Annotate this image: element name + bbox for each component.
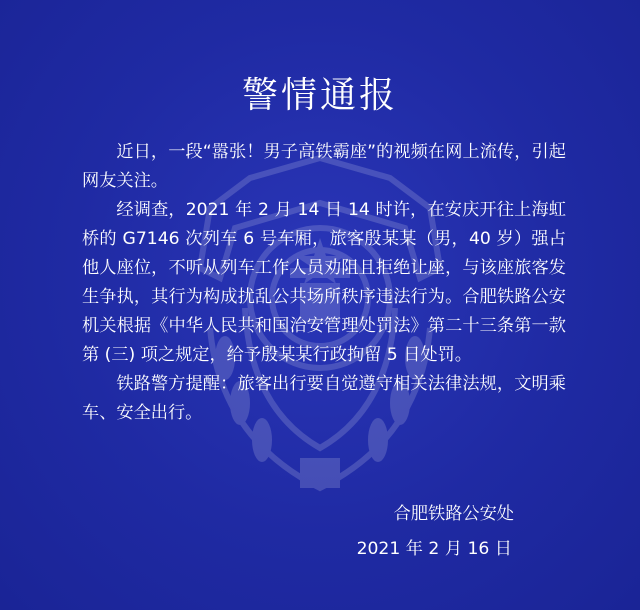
notice-body — [82, 138, 566, 428]
notice-paragraph: 经调查，2021 年 2 月 14 日 14 时许，在安庆开往上海虹桥的 G7146 次列车 6 号车厢，旅客殷某某（男，40 岁）强占他人座位，不听从列车工作人员劝阻且拒绝让座，与该座旅客发生争执，其行为构成扰乱公共场所秩序违法行为。合肥铁路公安机关根据《中华人民共和国治安管理处罚法》第二十三条第一款第 (三) 项之规定，给予殷某某行政拘留 5 日处罚。 — [82, 200, 566, 365]
notice-title: 警情通报 — [241, 75, 398, 116]
notice-paragraph: 近日，一段“嚣张！男子高铁霸座”的视频在网上流传，引起网友关注。 — [82, 142, 566, 191]
signature-organization: 合肥铁路公安处 — [393, 504, 514, 524]
notice-paragraph: 铁路警方提醒：旅客出行要自觉遵守相关法律法规，文明乘车、安全出行。 — [82, 374, 566, 423]
signature-date: 2021 年 2 月 16 日 — [356, 539, 512, 559]
